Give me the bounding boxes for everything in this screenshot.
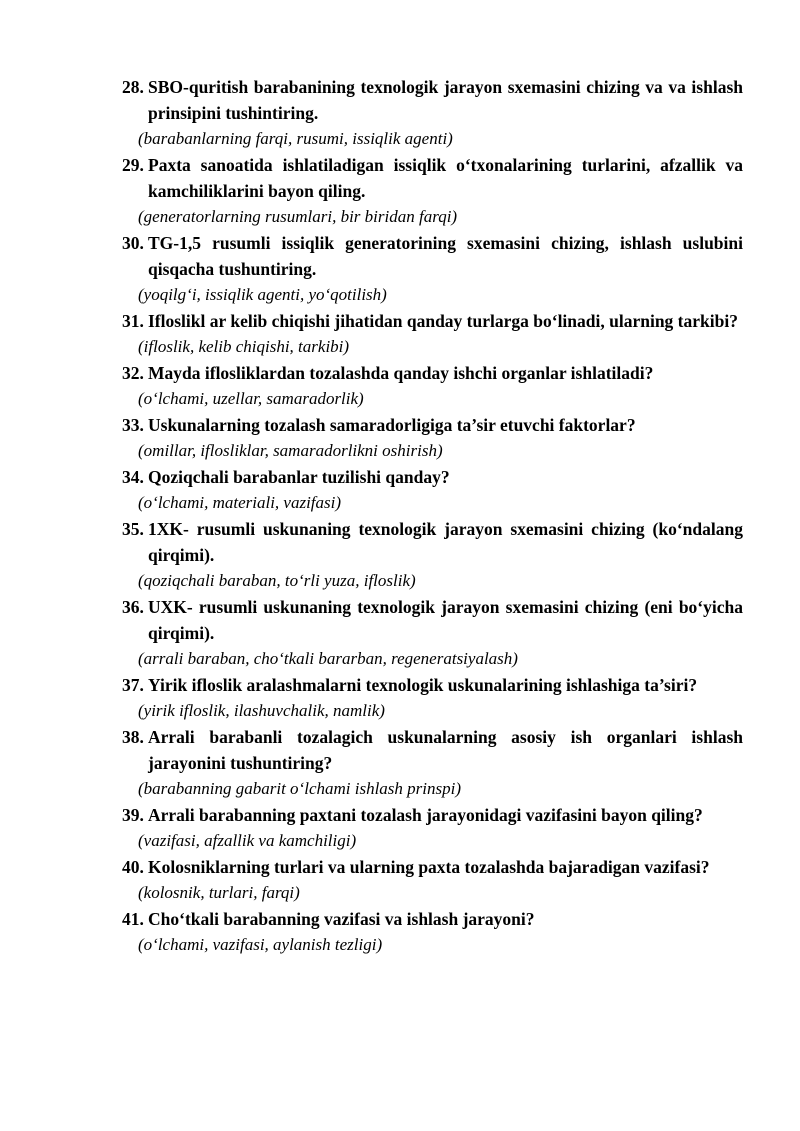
question-hint: (yoqilg‘i, issiqlik agenti, yo‘qotilish) (138, 285, 387, 304)
question-number: 29. (122, 155, 144, 175)
question-item (122, 360, 743, 412)
question-heading (122, 802, 743, 828)
question-number: 28. (122, 77, 144, 97)
question-heading (122, 724, 743, 776)
question-hint: (o‘lchami, materiali, vazifasi) (138, 493, 342, 512)
question-item (122, 464, 743, 516)
question-hint: (yirik ifloslik, ilashuvchalik, namlik) (138, 701, 385, 720)
question-item (122, 308, 743, 360)
question-hint: (omillar, iflosliklar, samaradorlikni oshirish) (138, 441, 443, 460)
question-hint: (o‘lchami, uzellar, samaradorlik) (138, 389, 364, 408)
question-text: Kolosniklarning turlari va ularning paxta tozalashda bajaradigan vazifasi? (148, 857, 710, 877)
question-number: 39. (122, 805, 144, 825)
question-hint: (ifloslik, kelib chiqishi, tarkibi) (138, 337, 350, 356)
question-item (122, 594, 743, 672)
question-text: 1XK- rusumli uskunaning texnologik jarayon sxemasini chizing (ko‘ndalang qirqimi). (148, 519, 743, 565)
question-text: Uskunalarning tozalash samaradorligiga ta’sir etuvchi faktorlar? (148, 415, 636, 435)
question-number: 34. (122, 467, 144, 487)
question-number: 35. (122, 519, 144, 539)
question-heading (122, 906, 743, 932)
question-item (122, 152, 743, 230)
question-item (122, 854, 743, 906)
question-text: Yirik ifloslik aralashmalarni texnologik uskunalarining ishlashiga ta’siri? (148, 675, 698, 695)
question-number: 30. (122, 233, 144, 253)
question-text: Mayda iflosliklardan tozalashda qanday ishchi organlar ishlatiladi? (148, 363, 654, 383)
question-hint: (barabanlarning farqi, rusumi, issiqlik agenti) (138, 129, 453, 148)
question-heading (122, 672, 743, 698)
question-hint: (qoziqchali baraban, to‘rli yuza, ifloslik) (138, 571, 416, 590)
question-heading (122, 360, 743, 386)
question-item (122, 230, 743, 308)
question-hint: (vazifasi, afzallik va kamchiligi) (138, 831, 357, 850)
question-item (122, 516, 743, 594)
question-heading (122, 464, 743, 490)
question-hint: (generatorlarning rusumlari, bir biridan farqi) (138, 207, 458, 226)
question-number: 33. (122, 415, 144, 435)
question-heading (122, 308, 743, 334)
question-item (122, 906, 743, 958)
question-heading (122, 516, 743, 568)
question-hint: (arrali baraban, cho‘tkali bararban, regeneratsiyalash) (138, 649, 518, 668)
question-text: Arrali barabanli tozalagich uskunalarning asosiy ish organlari ishlash jarayonini tushuntiring? (148, 727, 743, 773)
question-item (122, 672, 743, 724)
question-item (122, 74, 743, 152)
question-number: 32. (122, 363, 144, 383)
question-item (122, 412, 743, 464)
question-text: SBO-quritish barabanining texnologik jarayon sxemasini chizing va va ishlash prinsipini tushintiring. (148, 77, 743, 123)
question-number: 31. (122, 311, 144, 331)
question-item (122, 724, 743, 802)
question-text: Qoziqchali barabanlar tuzilishi qanday? (148, 467, 450, 487)
question-number: 41. (122, 909, 144, 929)
question-heading (122, 854, 743, 880)
question-text: Paxta sanoatida ishlatiladigan issiqlik o‘txonalarining turlarini, afzallik va kamchiliklarini bayon qiling. (148, 155, 743, 201)
question-item (122, 802, 743, 854)
question-hint: (kolosnik, turlari, farqi) (138, 883, 300, 902)
question-text: Ifloslikl ar kelib chiqishi jihatidan qanday turlarga bo‘linadi, ularning tarkibi? (148, 311, 738, 331)
question-heading (122, 152, 743, 204)
question-text: UXK- rusumli uskunaning texnologik jarayon sxemasini chizing (eni bo‘yicha qirqimi). (148, 597, 743, 643)
question-heading (122, 230, 743, 282)
question-number: 36. (122, 597, 144, 617)
question-text: Cho‘tkali barabanning vazifasi va ishlash jarayoni? (148, 909, 535, 929)
question-number: 38. (122, 727, 144, 747)
question-number: 37. (122, 675, 144, 695)
question-heading (122, 412, 743, 438)
question-number: 40. (122, 857, 144, 877)
question-heading (122, 74, 743, 126)
question-hint: (barabanning gabarit o‘lchami ishlash prinspi) (138, 779, 462, 798)
question-text: TG-1,5 rusumli issiqlik generatorining sxemasini chizing, ishlash uslubini qisqacha tushuntiring. (148, 233, 743, 279)
question-heading (122, 594, 743, 646)
question-hint: (o‘lchami, vazifasi, aylanish tezligi) (138, 935, 383, 954)
question-text: Arrali barabanning paxtani tozalash jarayonidagi vazifasini bayon qiling? (148, 805, 703, 825)
question-list (122, 74, 743, 958)
